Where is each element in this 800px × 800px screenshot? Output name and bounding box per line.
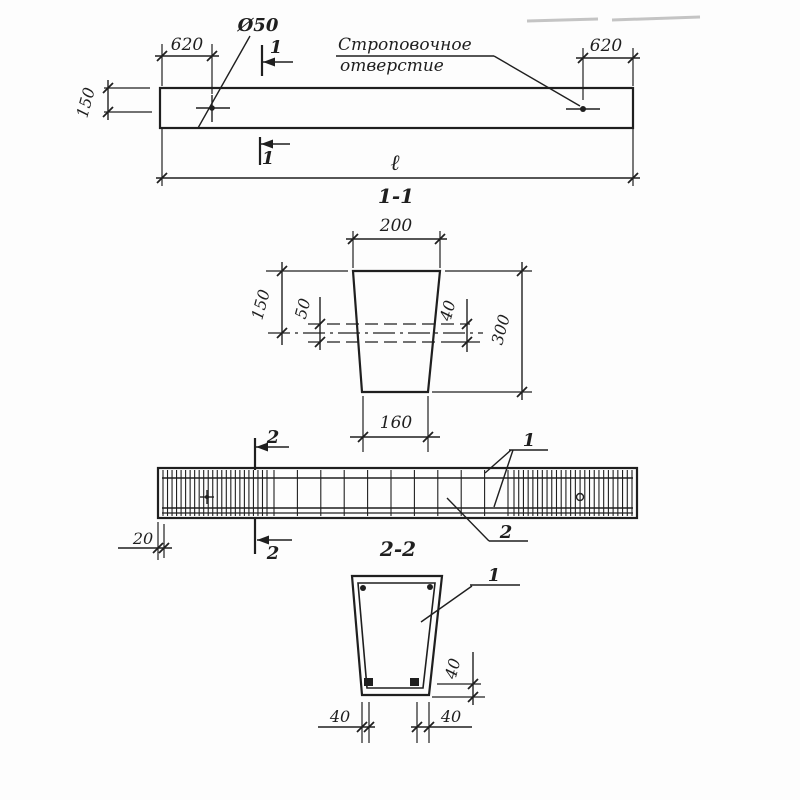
dim-160 — [350, 396, 440, 452]
dim-20-label: 20 — [132, 529, 154, 548]
dim-620-right-label: 620 — [589, 36, 623, 56]
reinforcement-elevation — [118, 427, 637, 564]
leader-stirrup — [447, 498, 528, 543]
dim-150-height-label: 150 — [72, 85, 99, 120]
dim-50-hole-label: 50 — [290, 296, 315, 321]
dim-40-cover-left — [318, 702, 375, 743]
section-1-1-outline — [353, 271, 440, 392]
section-cut-1-top-label: 1 — [269, 37, 283, 58]
section-cut-1-top — [262, 37, 293, 76]
stropping-note — [336, 35, 580, 106]
leader-stirrup-label: 2 — [499, 522, 513, 543]
scan-artifacts — [527, 17, 700, 21]
hole-diameter-leader — [198, 36, 250, 128]
dim-40-axis-offset-label: 40 — [435, 298, 460, 323]
dim-length-label: ℓ — [390, 151, 400, 176]
dim-40-bar-bottom — [432, 652, 485, 705]
dim-620-left — [155, 35, 219, 94]
dim-200-label: 200 — [379, 216, 413, 236]
beam-outline — [160, 88, 633, 128]
dim-40-axis-offset — [436, 298, 480, 352]
section-cut-2-top-label: 2 — [266, 427, 280, 448]
stropping-note-line2: отверстие — [340, 56, 444, 76]
dim-300 — [432, 262, 532, 400]
dim-50-hole — [291, 296, 325, 350]
dim-40-bar-bottom-label: 40 — [440, 656, 465, 681]
dim-40-cover-right-label: 40 — [440, 707, 462, 726]
dim-length — [156, 128, 640, 186]
stropping-note-line1: Строповочное — [338, 35, 472, 55]
stirrups — [163, 470, 632, 516]
hole-diameter-label: Ø50 — [237, 15, 279, 36]
hole-hidden-lines — [268, 324, 483, 342]
dim-40-cover-right — [411, 702, 472, 743]
section-cut-1-bottom — [260, 137, 290, 169]
section-cut-2-bottom-label: 2 — [266, 543, 280, 564]
section-2-2 — [318, 537, 520, 743]
beam-elevation — [73, 15, 640, 186]
stropping-note-leader — [494, 56, 580, 106]
lifting-hole-right — [566, 106, 600, 112]
dim-620-right — [576, 36, 640, 100]
stirrup-outline — [358, 583, 435, 688]
leader-bars-label: 1 — [522, 430, 536, 451]
rebar-marks — [360, 584, 433, 686]
section-1-1-title: 1-1 — [377, 184, 415, 208]
dim-160-label: 160 — [379, 413, 413, 433]
section-cut-1-bottom-label: 1 — [261, 148, 275, 169]
dim-200 — [346, 216, 447, 268]
section-1-1 — [248, 184, 532, 452]
section-cut-2-top — [255, 427, 289, 470]
dim-620-left-label: 620 — [170, 35, 204, 55]
leader-bar-s22-label: 1 — [487, 565, 501, 586]
dim-20-end-cover — [118, 522, 172, 560]
section-2-2-title: 2-2 — [379, 537, 417, 561]
dim-300-label: 300 — [487, 312, 514, 347]
leader-bar-s22 — [421, 565, 520, 622]
section-cut-2-bottom — [255, 518, 292, 564]
reinforcement-beam-outline — [158, 468, 637, 518]
dim-150-axis-label: 150 — [247, 287, 274, 322]
dim-40-cover-left-label: 40 — [329, 707, 351, 726]
lifting-hole-left — [196, 36, 250, 128]
dim-150-height — [73, 80, 152, 120]
